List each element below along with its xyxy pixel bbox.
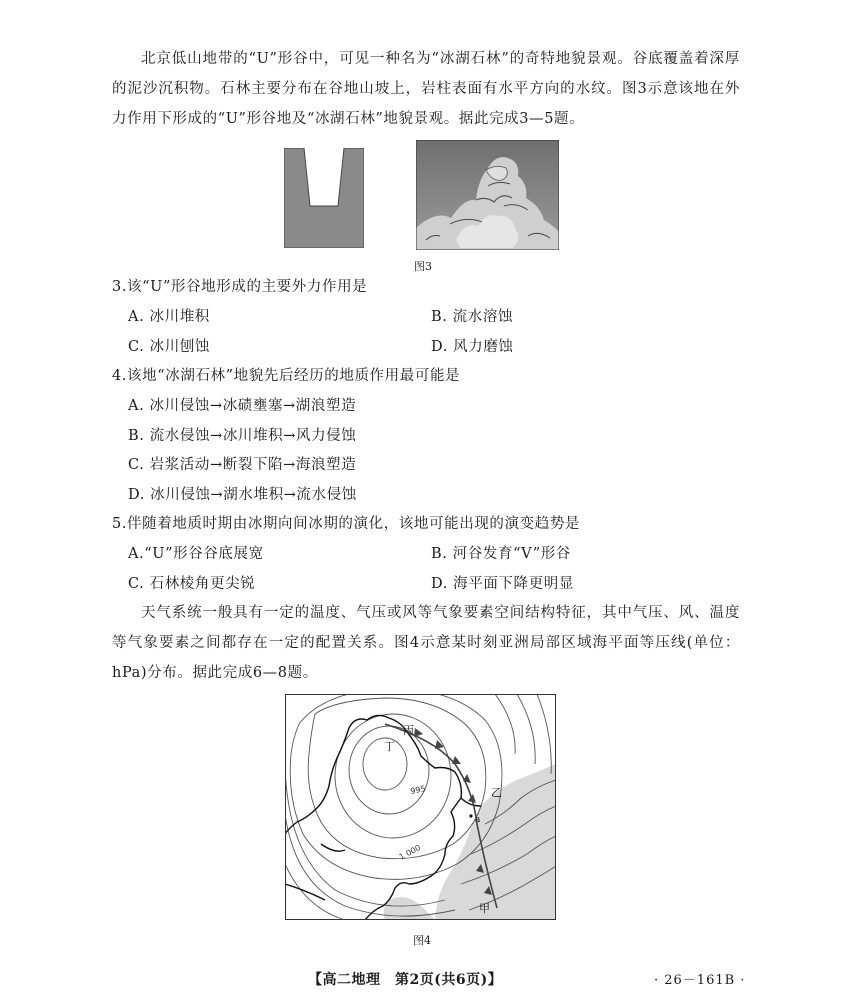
- passage-intro-6-8: 天气系统一般具有一定的温度、气压或风等气象要素空间结构特征，其中气压、风、温度等气象要素之间都存在一定的配置关系。图4示意某时刻亚洲局部区域海平面等压线(单位：hPa)分布。据此完成6—8题。: [112, 605, 740, 681]
- question-3-option-b: B. 流水溶蚀: [431, 309, 514, 325]
- stone-forest-photo: [416, 140, 559, 250]
- question-5-option-b: B. 河谷发育“V”形谷: [431, 546, 571, 562]
- footer-page-info: 【高二地理 第2页(共6页)】: [308, 972, 503, 988]
- question-4-option-c: C. 岩浆活动→断裂下陷→海浪塑造: [128, 457, 357, 473]
- question-3-stem: 3.该“U”形谷地形成的主要外力作用是: [112, 279, 368, 295]
- map-label-ding: 丁: [384, 740, 395, 753]
- question-5-option-a: A.“U”形谷谷底展宽: [128, 546, 264, 562]
- map-label-a: a: [475, 815, 481, 825]
- map-label-jia: 甲: [479, 902, 490, 915]
- map-label-yi: 乙: [491, 786, 502, 799]
- question-5-stem: 5.伴随着地质时期由冰期向间冰期的演化，该地可能出现的演变趋势是: [112, 516, 581, 532]
- question-4-option-d: D. 冰川侵蚀→湖水堆积→流水侵蚀: [128, 487, 357, 503]
- isobar-label-995: 995: [409, 783, 427, 796]
- question-5-option-d: D. 海平面下降更明显: [431, 576, 574, 592]
- question-4-stem: 4.该地“冰湖石林”地貌先后经历的地质作用最可能是: [112, 368, 461, 384]
- question-5-option-c: C. 石林棱角更尖锐: [128, 576, 256, 592]
- question-4-option-a: A. 冰川侵蚀→冰碛壅塞→湖浪塑造: [128, 398, 357, 414]
- question-3-option-c: C. 冰川刨蚀: [128, 339, 210, 355]
- isobar-map: [285, 694, 556, 920]
- question-4-option-b: B. 流水侵蚀→冰川堆积→风力侵蚀: [128, 428, 357, 444]
- passage-intro-3-5: 北京低山地带的“U”形谷中，可见一种名为“冰湖石林”的奇特地貌景观。谷底覆盖着深厚的泥沙沉积物。石林主要分布在谷地山坡上，岩柱表面有水平方向的水纹。图3示意该地在外力作用下形成的“U”形谷地及“冰湖石林”地貌景观。据此完成3—5题。: [112, 51, 740, 127]
- isobar-label-1000: 1 000: [397, 843, 423, 862]
- figure-4-caption: 图4: [413, 934, 431, 947]
- map-label-bing: 丙: [403, 724, 414, 737]
- figure-3-caption: 图3: [414, 260, 432, 273]
- u-valley-diagram: [284, 148, 364, 248]
- question-3-option-d: D. 风力磨蚀: [431, 339, 514, 355]
- footer-code: · 26－161B ·: [654, 973, 746, 988]
- question-3-option-a: A. 冰川堆积: [128, 309, 210, 325]
